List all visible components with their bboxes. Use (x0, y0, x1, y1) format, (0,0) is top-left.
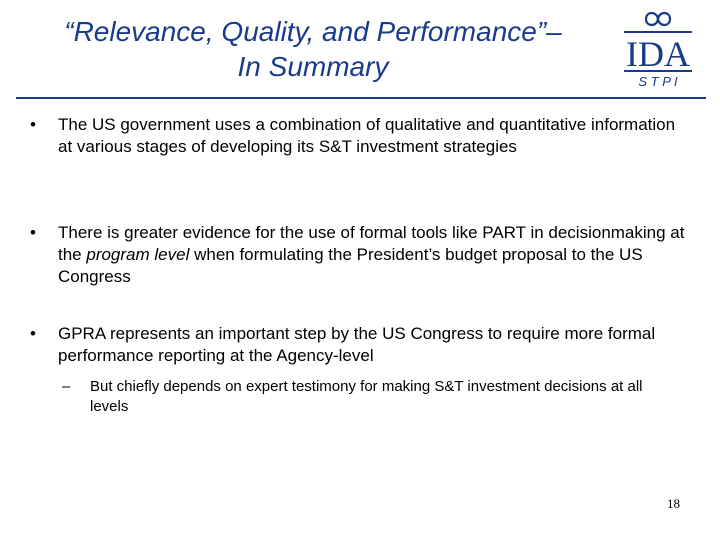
bullet-item (30, 222, 690, 288)
slide-title-line-2: In Summary (237, 51, 389, 82)
bullet-marker: • (30, 115, 36, 134)
sub-bullet-marker: – (62, 378, 71, 395)
slide-title-line-1: “Relevance, Quality, and Performance”– (64, 16, 562, 47)
infinity-icon (646, 13, 670, 25)
bullet-text: GPRA represents an important step by the US Congress to require more formal performance reporting at the Agency-level (58, 324, 656, 365)
bullet-text (58, 222, 690, 288)
sub-bullet-text: But chiefly depends on expert testimony for making S&T investment decisions at all levels (90, 378, 643, 415)
bullet-item (30, 323, 690, 367)
sub-bullet-item (62, 377, 682, 417)
slide-title (18, 14, 608, 84)
logo-text: IDA (626, 34, 690, 74)
title-divider (16, 97, 706, 99)
logo-subtext: S T P I (638, 74, 678, 88)
bullet-item (30, 114, 690, 158)
bullet-text-emphasis: program level (86, 245, 190, 264)
bullet-text-part: There is greater evidence for the use of formal tools like PART in decisionmaking at the (58, 223, 685, 264)
bullet-marker: • (30, 324, 36, 343)
bullet-text-part: when formulating the President’s budget proposal to the US Congress (58, 245, 643, 286)
bullet-marker: • (30, 223, 36, 242)
bullet-text: The US government uses a combination of qualitative and quantitative information at various stages of developing its S&T investment strategies (58, 115, 676, 156)
page-number: 18 (667, 496, 680, 511)
ida-stpi-logo (610, 6, 706, 88)
